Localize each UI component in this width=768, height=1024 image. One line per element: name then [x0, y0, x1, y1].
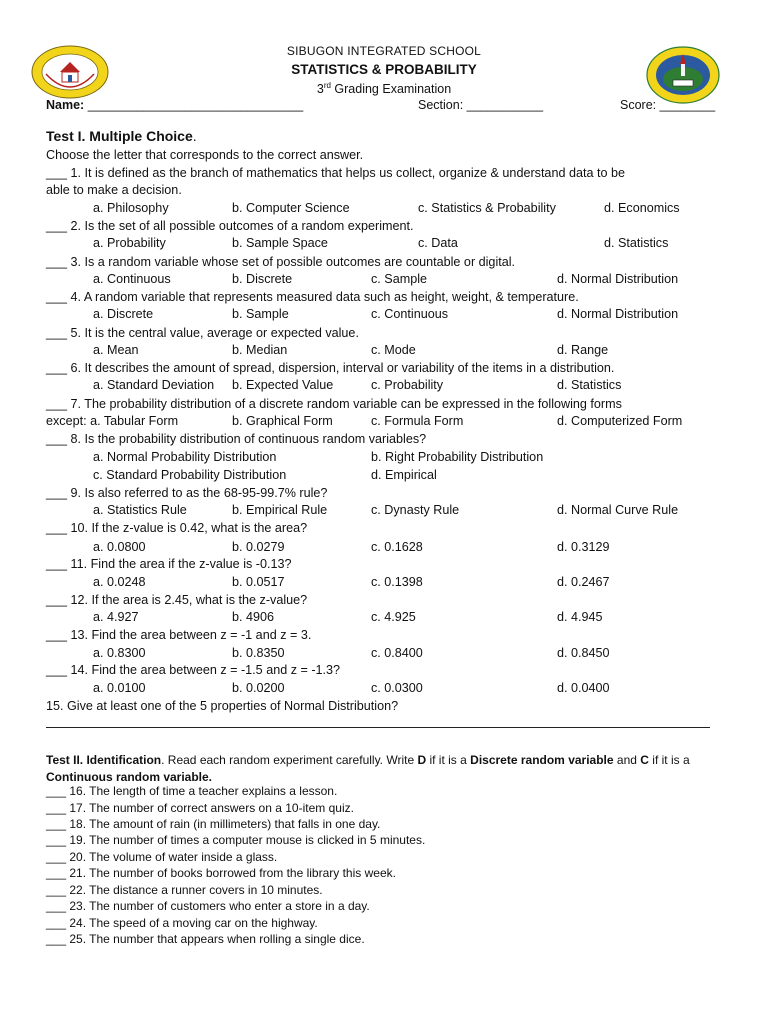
question-7: ___ 7. The probability distribution of a discrete random variable can be expressed in the following forms	[46, 397, 622, 411]
test1-instruction: Choose the letter that corresponds to the correct answer.	[46, 148, 364, 162]
question-13: ___ 13. Find the area between z = -1 and z = 3.	[46, 628, 312, 642]
option[interactable]: c. Dynasty Rule	[371, 503, 460, 517]
option[interactable]: a. 0.0800	[93, 540, 146, 554]
option[interactable]: a. 0.0100	[93, 681, 146, 695]
question-10: ___ 10. If the z-value is 0.42, what is the area?	[46, 521, 308, 535]
option[interactable]: a. Philosophy	[93, 201, 169, 215]
subject-title: STATISTICS & PROBABILITY	[291, 62, 477, 77]
option[interactable]: d. Economics	[604, 201, 680, 215]
option[interactable]: b. Median	[232, 343, 288, 357]
identification-item: ___ 24. The speed of a moving car on the highway.	[46, 916, 318, 930]
test1-title: Test I. Multiple Choice.	[46, 128, 197, 144]
option[interactable]: b. Sample Space	[232, 236, 328, 250]
question-11: ___ 11. Find the area if the z-value is -0.13?	[46, 557, 292, 571]
option[interactable]: d. Statistics	[557, 378, 622, 392]
option[interactable]: c. Data	[418, 236, 458, 250]
identification-item: ___ 22. The distance a runner covers in 10 minutes.	[46, 883, 323, 897]
question-12: ___ 12. If the area is 2.45, what is the z-value?	[46, 593, 308, 607]
identification-item: ___ 19. The number of times a computer mouse is clicked in 5 minutes.	[46, 833, 426, 847]
option[interactable]: except: a. Tabular Form	[46, 414, 179, 428]
option[interactable]: a. Mean	[93, 343, 139, 357]
question-1: ___ 1. It is defined as the branch of mathematics that helps us collect, organize & understand data to be	[46, 166, 625, 180]
option[interactable]: d. Normal Curve Rule	[557, 503, 679, 517]
option[interactable]: a. Standard Deviation	[93, 378, 215, 392]
option[interactable]: b. 0.0279	[232, 540, 285, 554]
option[interactable]: b. Discrete	[232, 272, 293, 286]
identification-item: ___ 17. The number of correct answers on a 10-item quiz.	[46, 801, 354, 815]
option[interactable]: c. 4.925	[371, 610, 416, 624]
question-6: ___ 6. It describes the amount of spread, dispersion, interval or variability of the items in a distribution.	[46, 361, 615, 375]
option[interactable]: c. Statistics & Probability	[418, 201, 556, 215]
option[interactable]: a. 0.8300	[93, 646, 146, 660]
option[interactable]: c. 0.1628	[371, 540, 423, 554]
option[interactable]: a. 4.927	[93, 610, 139, 624]
option[interactable]: a. Statistics Rule	[93, 503, 187, 517]
identification-item: ___ 25. The number that appears when rolling a single dice.	[46, 932, 365, 946]
answer-line[interactable]	[46, 727, 710, 728]
option[interactable]: c. Standard Probability Distribution	[93, 468, 287, 482]
option[interactable]: b. Sample	[232, 307, 289, 321]
option[interactable]: c. Probability	[371, 378, 444, 392]
score-field[interactable]: Score: ________	[620, 98, 716, 112]
school-name: SIBUGON INTEGRATED SCHOOL	[286, 44, 482, 58]
option[interactable]: b. 4906	[232, 610, 275, 624]
option[interactable]: d. Normal Distribution	[557, 272, 679, 286]
option[interactable]: b. Expected Value	[232, 378, 334, 392]
option[interactable]: b. Graphical Form	[232, 414, 333, 428]
test2-instructions: Test II. Identification. Read each random experiment carefully. Write D if it is a Discrete random variable and C if it is a Continuous random variable.	[46, 753, 690, 784]
identification-item: ___ 18. The amount of rain (in millimeters) that falls in one day.	[46, 817, 381, 831]
option[interactable]: c. Mode	[371, 343, 416, 357]
option[interactable]: d. Normal Distribution	[557, 307, 679, 321]
option[interactable]: d. Range	[557, 343, 609, 357]
option[interactable]: c. 0.0300	[371, 681, 423, 695]
option[interactable]: c. Formula Form	[371, 414, 464, 428]
option[interactable]: c. Sample	[371, 272, 427, 286]
exam-title: 3rd Grading Examination	[316, 81, 452, 96]
identification-item: ___ 16. The length of time a teacher explains a lesson.	[46, 784, 338, 798]
option[interactable]: d. 0.3129	[557, 540, 610, 554]
question-2: ___ 2. Is the set of all possible outcomes of a random experiment.	[46, 219, 414, 233]
option[interactable]: b. 0.8350	[232, 646, 285, 660]
option[interactable]: d. Statistics	[604, 236, 669, 250]
option[interactable]: d. 4.945	[557, 610, 603, 624]
option[interactable]: a. Normal Probability Distribution	[93, 450, 277, 464]
question-8: ___ 8. Is the probability distribution of continuous random variables?	[46, 432, 427, 446]
question-3: ___ 3. Is a random variable whose set of possible outcomes are countable or digital.	[46, 255, 516, 269]
question-15: 15. Give at least one of the 5 properties of Normal Distribution?	[46, 699, 399, 713]
section-field[interactable]: Section: ___________	[418, 98, 544, 112]
option[interactable]: a. 0.0248	[93, 575, 146, 589]
identification-item: ___ 20. The volume of water inside a glass.	[46, 850, 278, 864]
option[interactable]: b. Empirical Rule	[232, 503, 328, 517]
option[interactable]: d. Empirical	[371, 468, 437, 482]
option[interactable]: b. 0.0517	[232, 575, 285, 589]
option[interactable]: b. 0.0200	[232, 681, 285, 695]
option[interactable]: b. Right Probability Distribution	[371, 450, 544, 464]
question-14: ___ 14. Find the area between z = -1.5 and z = -1.3?	[46, 663, 341, 677]
identification-item: ___ 23. The number of customers who enter a store in a day.	[46, 899, 370, 913]
option[interactable]: d. 0.2467	[557, 575, 610, 589]
name-field[interactable]: Name: _______________________________	[46, 98, 304, 112]
question-9: ___ 9. Is also referred to as the 68-95-99.7% rule?	[46, 486, 328, 500]
identification-item: ___ 21. The number of books borrowed from the library this week.	[46, 866, 396, 880]
question-5: ___ 5. It is the central value, average or expected value.	[46, 326, 359, 340]
question-4: ___ 4. A random variable that represents measured data such as height, weight, & temperature.	[46, 290, 579, 304]
option[interactable]: a. Discrete	[93, 307, 154, 321]
option[interactable]: c. 0.1398	[371, 575, 423, 589]
question-1-cont: able to make a decision.	[46, 183, 182, 197]
option[interactable]: d. 0.8450	[557, 646, 610, 660]
option[interactable]: a. Continuous	[93, 272, 171, 286]
option[interactable]: d. 0.0400	[557, 681, 610, 695]
option[interactable]: c. Continuous	[371, 307, 449, 321]
option[interactable]: a. Probability	[93, 236, 166, 250]
option[interactable]: d. Computerized Form	[557, 414, 683, 428]
option[interactable]: b. Computer Science	[232, 201, 350, 215]
option[interactable]: c. 0.8400	[371, 646, 423, 660]
